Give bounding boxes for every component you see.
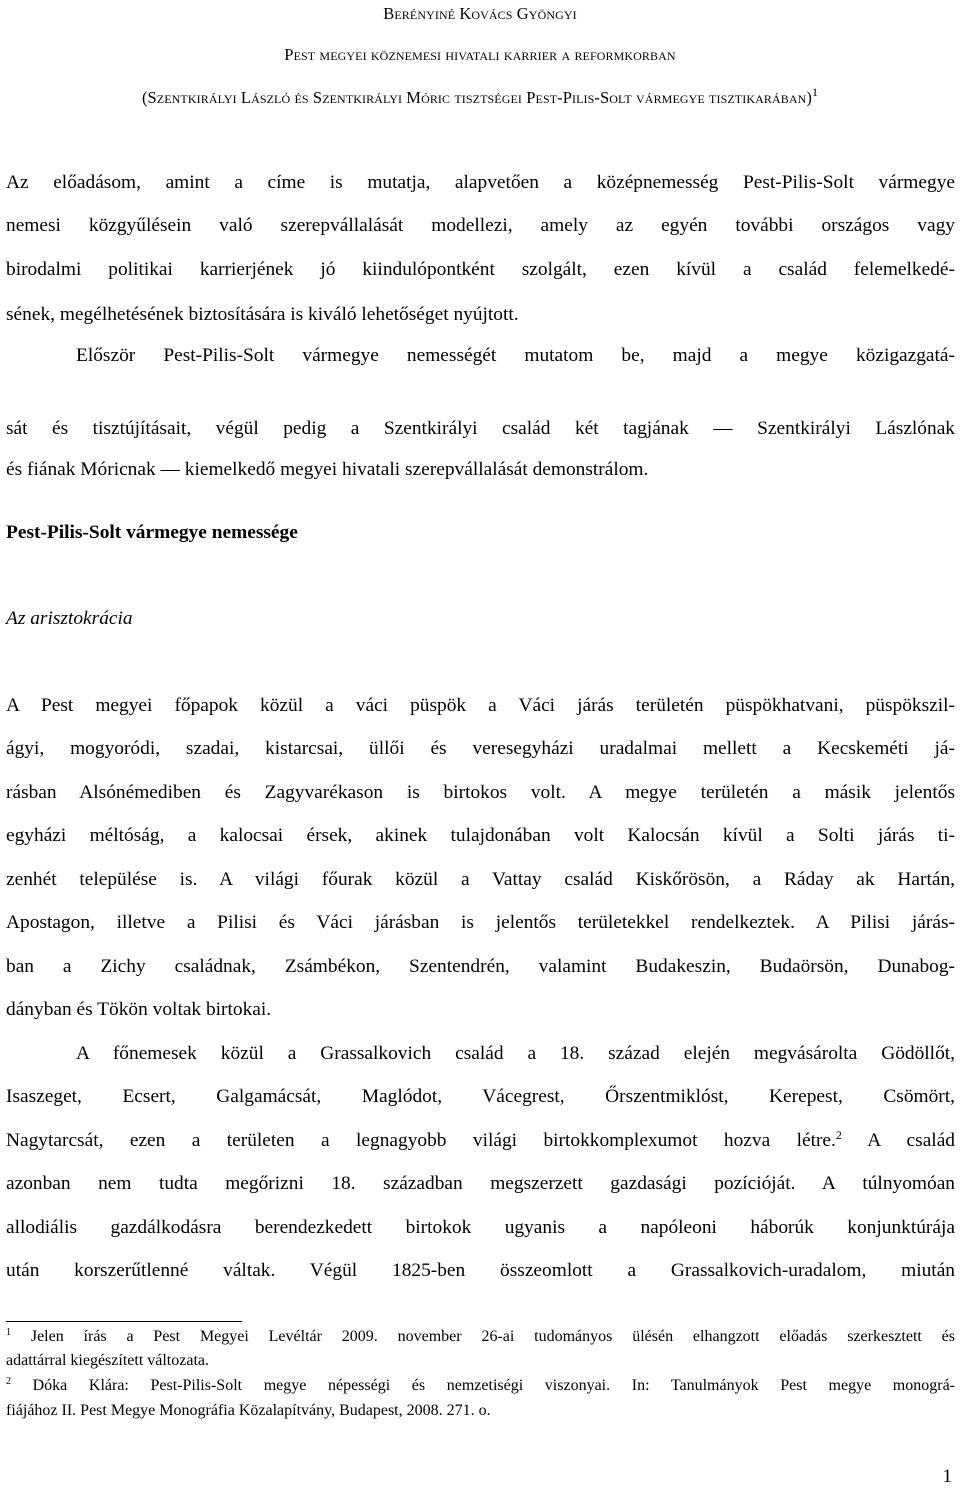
footnote-ref-1: 1 — [811, 85, 819, 99]
text-line: sát és tisztújításait, végül pedig a Szentkirályi család két tagjának — Szentkirályi Lászlónak — [6, 418, 955, 439]
footnote-1-cont: adattárral kiegészített változata. — [6, 1352, 209, 1369]
text-line: rásban Alsónémediben és Zagyvarékason is birtokos volt. A megye területén a másik jelentős — [6, 782, 955, 803]
text-line: után korszerűtlenné váltak. Végül 1825-ben összeomlott a Grassalkovich-uradalom, miután — [6, 1260, 955, 1281]
text-line: egyházi méltóság, a kalocsai érsek, akinek tulajdonában volt Kalocsán kívül a Solti járás ti- — [6, 825, 955, 846]
paper-subtitle: (Szentkirályi László és Szentkirályi Móric tisztségei Pest-Pilis-Solt vármegye tisztikarában)$^1$ — [141, 85, 819, 107]
text-line: Apostagon, illetve a Pilisi és Váci járásban is jelentős területekkel rendelkeztek. A Pilisi járás- — [6, 912, 955, 933]
page-number: 1 — [942, 1466, 952, 1487]
footnote-1: $^1$ Jelen írás a Pest Megyei Levéltár 2009. november 26-ai tudományos ülésén elhangzott előadás szerkesztett és — [6, 1327, 956, 1345]
text-line: Az előadásom, amint a címe is mutatja, alapvetően a középnemesség Pest-Pilis-Solt vármegye — [6, 172, 955, 193]
footnote-2-cont: fiájához II. Pest Megye Monográfia Közalapítvány, Budapest, 2008. 271. o. — [6, 1402, 491, 1419]
text-line: Nagytarcsát, ezen a területen a legnagyobb világi birtokkomplexumot hozva létre.$^2$ A család — [6, 1128, 956, 1151]
text-line: dányban és Tökön voltak birtokai. — [6, 999, 272, 1020]
paper-title: Pest megyei köznemesi hivatali karrier a reformkorban — [284, 45, 676, 64]
text-line: nemesi közgyűlésein való szerepvállalását modellezi, amely az egyén további országos vagy — [6, 215, 955, 236]
footnote-2: $^2$ Dóka Klára: Pest-Pilis-Solt megye népességi és nemzetiségi viszonyai. In: Tanulmányok Pest megye monográ- — [6, 1376, 955, 1394]
text-line: allodiális gazdálkodásra berendezkedett birtokok ugyanis a napóleoni háborúk konjunktúrája — [6, 1217, 955, 1238]
text-line: A Pest megyei főpapok közül a váci püspök a Váci járás területén püspökhatvani, püspökszil- — [6, 695, 955, 716]
text-line: és fiának Móricnak — kiemelkedő megyei hivatali szerepvállalását demonstrálom. — [6, 459, 649, 480]
text-line: ban a Zichy családnak, Zsámbékon, Szentendrén, valamint Budakeszin, Budaörsön, Dunabog- — [6, 956, 955, 977]
text-line: sének, megélhetésének biztosítására is kiváló lehetőséget nyújtott. — [6, 304, 519, 325]
footnote-separator — [6, 1321, 242, 1322]
text-line: birodalmi politikai karrierjének jó kiindulópontként szolgált, ezen kívül a család felemelkedé- — [6, 259, 955, 280]
text-line: Először Pest-Pilis-Solt vármegye nemességét mutatom be, majd a megye közigazgatá- — [76, 345, 955, 366]
subsection-heading: Az arisztokrácia — [6, 608, 133, 629]
author-name: Berényiné Kovács Gyöngyi — [383, 4, 577, 23]
text-line: zenhét települése is. A világi főurak közül a Vattay család Kiskőrösön, a Ráday ak Hartán, — [6, 869, 955, 890]
section-heading: Pest-Pilis-Solt vármegye nemessége — [6, 522, 298, 543]
text-line: Isaszeget, Ecsert, Galgamácsát, Maglódot, Vácegrest, Őrszentmiklóst, Kerepest, Csömört, — [6, 1086, 955, 1107]
footnote-ref-2: 2 — [835, 1128, 842, 1142]
text-line: azonban nem tudta megőrizni 18. században megszerzett gazdasági pozícióját. A túlnyomóan — [6, 1173, 955, 1194]
text-line: A főnemesek közül a Grassalkovich család a 18. század elején megvásárolta Gödöllőt, — [76, 1043, 955, 1064]
text-line: ágyi, mogyoródi, szadai, kistarcsai, üllői és veresegyházi uradalmai mellett a Kecskeméti já- — [6, 738, 955, 759]
